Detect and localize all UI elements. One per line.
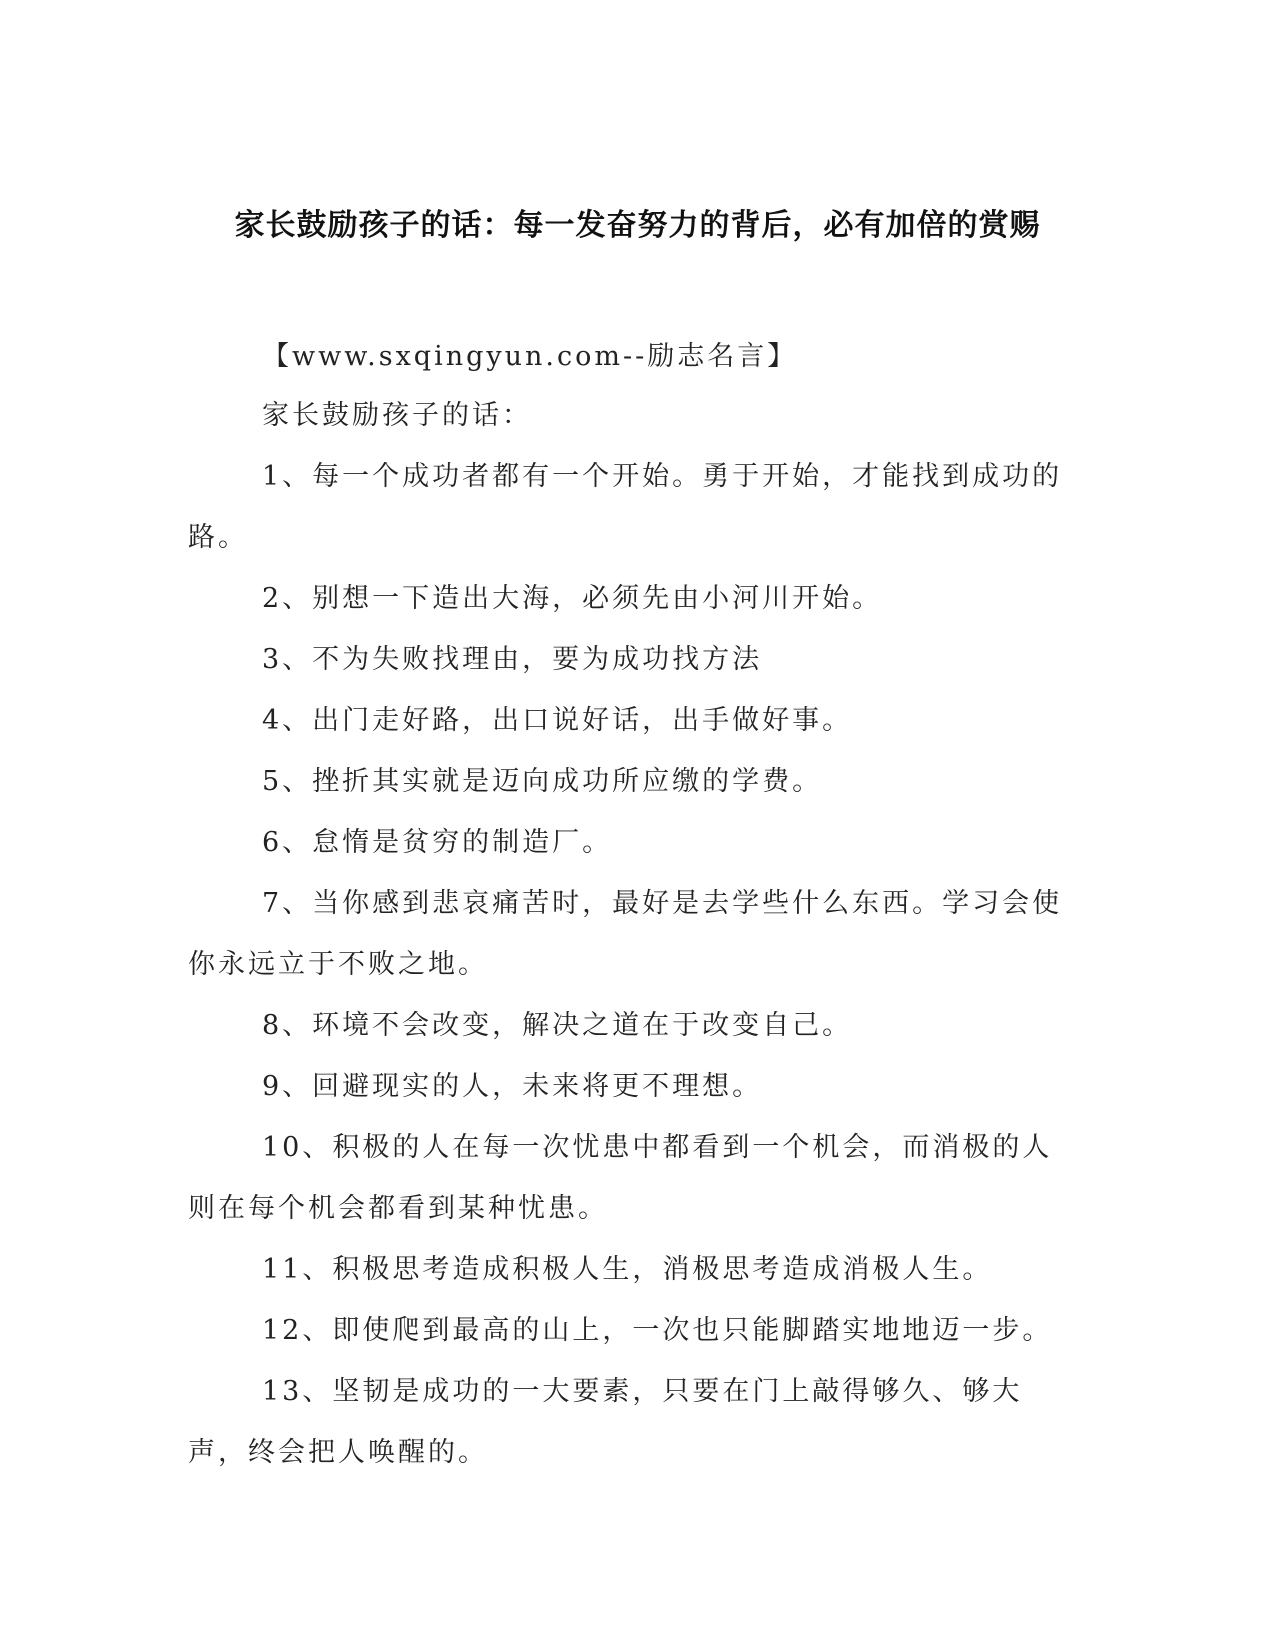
quote-item: 2、别想一下造出大海，必须先由小河川开始。 bbox=[262, 583, 883, 614]
quote-item: 7、当你感到悲哀痛苦时，最好是去学些什么东西。学习会使你永远立于不败之地。 bbox=[188, 888, 1063, 980]
quote-item: 11、积极思考造成积极人生，消极思考造成消极人生。 bbox=[262, 1254, 993, 1285]
document-title: 家长鼓励孩子的话：每一发奋努力的背后，必有加倍的赏赐 bbox=[234, 208, 1041, 243]
intro-line: 家长鼓励孩子的话： bbox=[262, 400, 532, 431]
quote-item: 9、回避现实的人，未来将更不理想。 bbox=[262, 1071, 763, 1102]
quote-item: 1、每一个成功者都有一个开始。勇于开始，才能找到成功的路。 bbox=[188, 461, 1063, 553]
quote-item: 4、出门走好路，出口说好话，出手做好事。 bbox=[262, 705, 853, 736]
quote-item: 12、即使爬到最高的山上，一次也只能脚踏实地地迈一步。 bbox=[262, 1315, 1053, 1346]
source-line: 【www.sxqingyun.com--励志名言】 bbox=[262, 341, 798, 372]
quote-item: 10、积极的人在每一次忧患中都看到一个机会，而消极的人则在每个机会都看到某种忧患。 bbox=[188, 1132, 1053, 1224]
quote-item: 13、坚韧是成功的一大要素，只要在门上敲得够久、够大声，终会把人唤醒的。 bbox=[188, 1376, 1023, 1468]
quote-item: 3、不为失败找理由，要为成功找方法 bbox=[262, 644, 763, 675]
document-body bbox=[188, 326, 1068, 1483]
quote-item: 6、怠惰是贫穷的制造厂。 bbox=[262, 827, 613, 858]
quote-item: 5、挫折其实就是迈向成功所应缴的学费。 bbox=[262, 766, 823, 797]
quote-item: 8、环境不会改变，解决之道在于改变自己。 bbox=[262, 1010, 853, 1041]
